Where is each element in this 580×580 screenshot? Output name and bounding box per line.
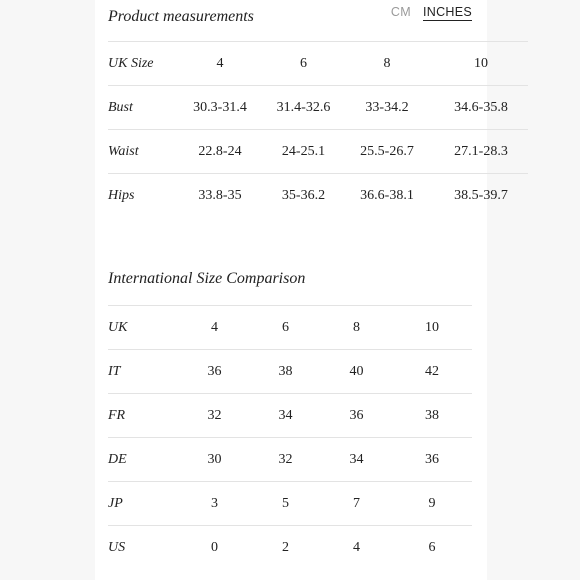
table-cell: 34 — [349, 451, 364, 467]
table-row — [108, 306, 472, 350]
table-cell: 4 — [216, 55, 224, 71]
comparison-table-wrapper — [108, 305, 472, 570]
unit-inches-toggle[interactable]: INCHES — [422, 5, 472, 19]
table-cell: 3 — [211, 495, 218, 511]
row-label: JP — [108, 495, 123, 511]
table-cell: 30.3-31.4 — [193, 99, 247, 115]
unit-toggle — [391, 5, 472, 21]
table-cell: 31.4-32.6 — [276, 99, 331, 115]
row-label: UK Size — [108, 55, 154, 71]
table-cell: 24-25.1 — [281, 143, 326, 159]
row-label: IT — [108, 363, 121, 379]
unit-cm-toggle[interactable]: CM — [390, 5, 411, 19]
table-cell: 6 — [282, 319, 289, 335]
table-cell: 33.8-35 — [198, 187, 242, 203]
measurements-title: Product measurements — [108, 8, 254, 25]
row-label: US — [108, 539, 126, 555]
table-cell: 8 — [353, 319, 360, 335]
row-label: Hips — [108, 187, 135, 203]
row-label: FR — [108, 407, 126, 423]
comparison-title: International Size Comparison — [108, 270, 306, 287]
table-cell: 10 — [474, 55, 488, 71]
table-cell: 38.5-39.7 — [454, 187, 508, 203]
table-cell: 35-36.2 — [281, 187, 326, 203]
table-cell: 30 — [207, 451, 222, 467]
table-cell: 36 — [349, 407, 364, 423]
row-label: Bust — [108, 99, 133, 115]
table-cell: 36 — [207, 363, 222, 379]
table-cell: 4 — [353, 539, 360, 555]
table-cell: 22.8-24 — [198, 143, 242, 159]
table-row — [108, 526, 472, 570]
table-cell: 40 — [349, 363, 364, 379]
measurements-table-wrapper[interactable] — [108, 41, 508, 218]
table-cell: 7 — [353, 495, 360, 511]
table-row — [108, 482, 472, 526]
table-row — [108, 130, 528, 174]
table-cell: 32 — [207, 407, 222, 423]
table-row — [108, 86, 528, 130]
table-cell: 38 — [425, 407, 439, 423]
table-cell: 9 — [428, 495, 436, 511]
table-cell: 2 — [282, 539, 289, 555]
row-label: UK — [108, 319, 128, 335]
comparison-table — [108, 305, 472, 570]
table-row — [108, 394, 472, 438]
table-cell: 33-34.2 — [365, 99, 409, 115]
table-cell: 34 — [278, 407, 293, 423]
table-row — [108, 174, 528, 218]
table-cell: 25.5-26.7 — [360, 143, 414, 159]
row-label: Waist — [108, 143, 139, 159]
row-label: DE — [108, 451, 127, 467]
measurements-header — [108, 4, 472, 32]
measurements-table — [108, 41, 528, 218]
table-cell: 4 — [211, 319, 218, 335]
table-cell: 38 — [278, 363, 293, 379]
table-cell: 34.6-35.8 — [454, 99, 508, 115]
table-row — [108, 42, 528, 86]
table-cell: 0 — [211, 539, 218, 555]
table-cell: 32 — [278, 451, 293, 467]
table-cell: 8 — [383, 55, 391, 71]
table-cell: 42 — [425, 363, 439, 379]
table-cell: 36 — [425, 451, 439, 467]
table-cell: 36.6-38.1 — [360, 187, 414, 203]
table-cell: 5 — [282, 495, 289, 511]
table-cell: 6 — [300, 55, 307, 71]
table-cell: 27.1-28.3 — [454, 143, 508, 159]
table-row — [108, 438, 472, 482]
table-cell: 6 — [428, 539, 436, 555]
table-row — [108, 350, 472, 394]
table-cell: 10 — [425, 319, 439, 335]
